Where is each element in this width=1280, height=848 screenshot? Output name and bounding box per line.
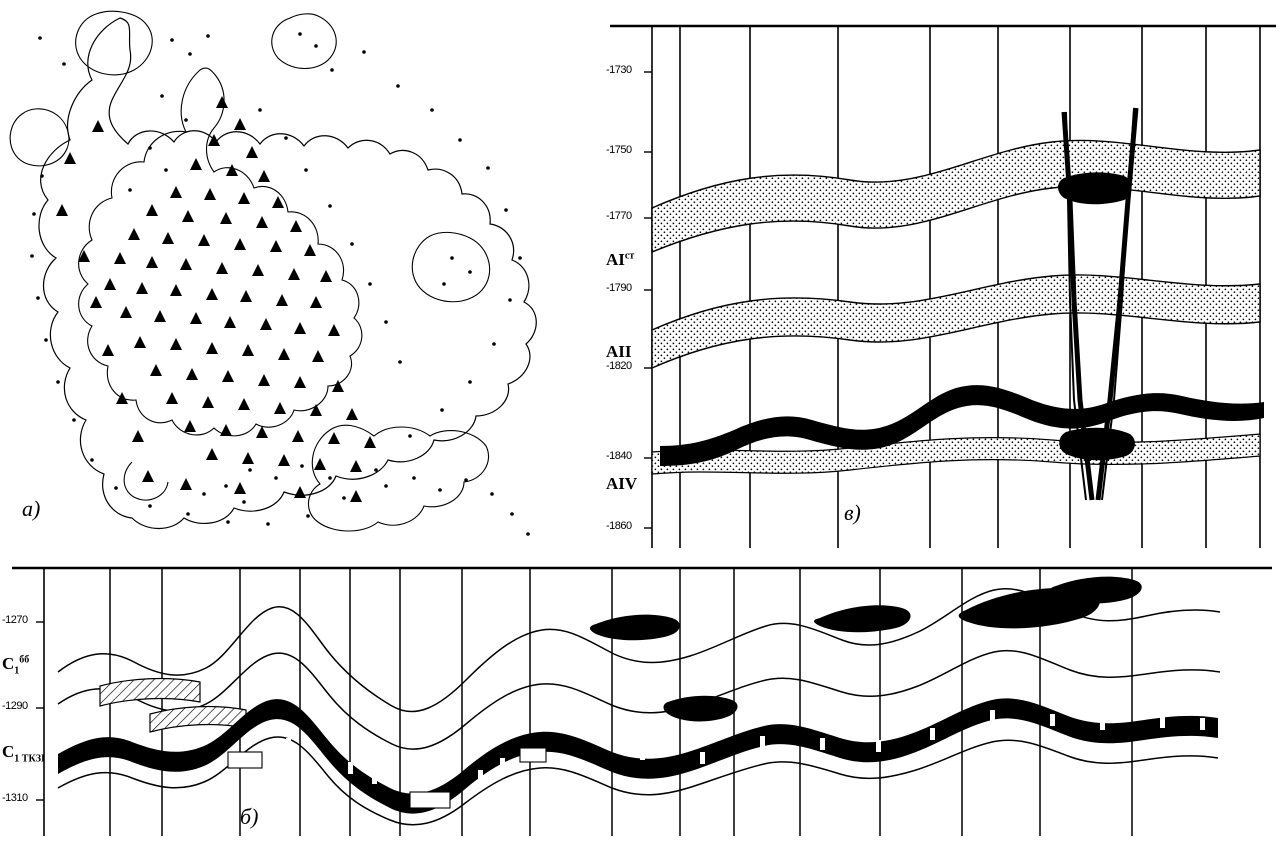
panel-v-horizon-aii-text: АII bbox=[606, 342, 632, 361]
panel-v-ytick-2: -1770 bbox=[606, 210, 632, 222]
panel-v-cross-section bbox=[600, 0, 1280, 560]
panel-v-horizon-aii bbox=[606, 342, 632, 362]
panel-b-horizon-c1bb bbox=[2, 654, 29, 676]
panel-b-label: б) bbox=[240, 804, 259, 829]
panel-b-horizon-c1bb-sub: 1 bbox=[14, 665, 20, 677]
panel-v-ytick-1: -1750 bbox=[606, 144, 632, 156]
panel-b-ytick-1: -1290 bbox=[2, 700, 28, 712]
panel-b-horizon-c1bb-text: C bbox=[2, 654, 15, 673]
panel-v-ytick-6: -1860 bbox=[606, 520, 632, 532]
panel-a-label: a) bbox=[22, 496, 41, 521]
panel-v-label: в) bbox=[844, 500, 861, 525]
panel-b-horizon-c1tkzi-text: C bbox=[2, 742, 15, 761]
panel-b-horizon-c1tkzi bbox=[2, 742, 45, 764]
panel-v-horizon-ai bbox=[606, 250, 634, 270]
panel-v-horizon-ai-text: АI bbox=[606, 250, 625, 269]
well-markers-dots bbox=[30, 32, 530, 536]
panel-v-svg bbox=[600, 0, 1280, 560]
panel-b-ytick-0: -1270 bbox=[2, 614, 28, 626]
well-markers-triangles bbox=[56, 96, 376, 502]
panel-v-ytick-5: -1840 bbox=[606, 450, 632, 462]
panel-v-horizon-ai-sup: ст bbox=[624, 250, 635, 262]
panel-v-horizon-aiv bbox=[606, 474, 637, 494]
panel-b-horizon-c1tkzi-sub: 1 ТКЗІ bbox=[14, 753, 45, 765]
panel-v-ytick-3: -1790 bbox=[606, 282, 632, 294]
panel-b-horizon-c1bb-sup: бб bbox=[19, 654, 30, 666]
panel-b-svg bbox=[0, 556, 1280, 848]
panel-b-cross-section bbox=[0, 556, 1280, 848]
panel-v-ytick-0: -1730 bbox=[606, 64, 632, 76]
panel-a-svg bbox=[0, 0, 600, 560]
panel-v-horizon-aiv-text: АIV bbox=[606, 474, 638, 493]
panel-b-ytick-2: -1310 bbox=[2, 792, 28, 804]
panel-v-ytick-4: -1820 bbox=[606, 360, 632, 372]
panel-a-map bbox=[0, 0, 600, 560]
